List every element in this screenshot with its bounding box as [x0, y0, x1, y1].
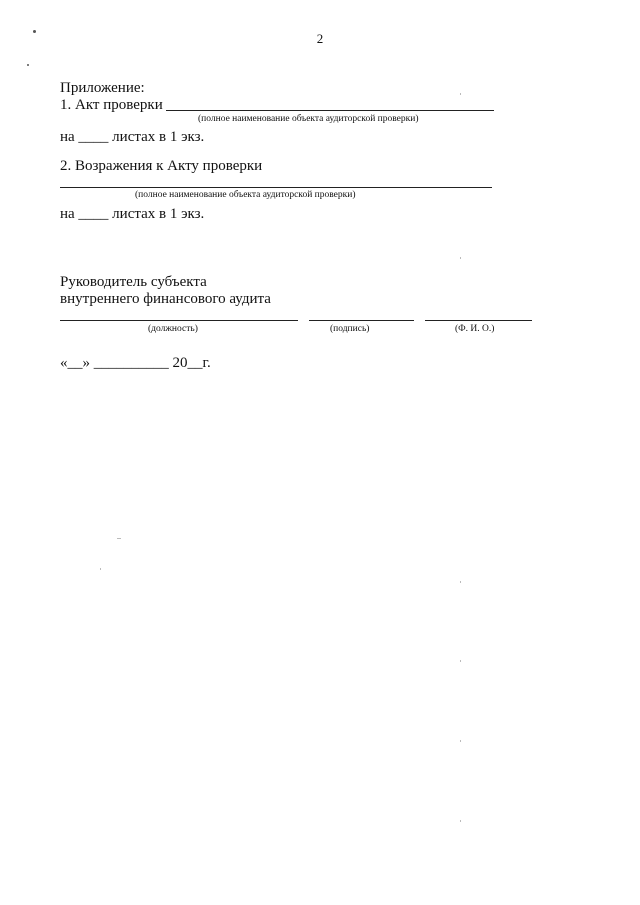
name-line	[425, 320, 532, 321]
scan-speck	[460, 93, 461, 95]
item-1-sheets: на ____ листах в 1 экз.	[60, 129, 205, 145]
appendix-item-1-label: 1. Акт проверки	[60, 97, 163, 113]
item-2-caption: (полное наименование объекта аудиторской проверки)	[135, 190, 356, 200]
scan-speck	[460, 820, 461, 822]
signature-title-line-2: внутреннего финансового аудита	[60, 291, 271, 307]
item-1-caption: (полное наименование объекта аудиторской проверки)	[198, 114, 419, 124]
position-line	[60, 320, 298, 321]
sign-caption: (подпись)	[330, 324, 370, 334]
signature-title-line-1: Руководитель субъекта	[60, 274, 207, 290]
scan-speck	[460, 581, 461, 583]
scan-speck	[460, 660, 461, 662]
scan-speck	[460, 740, 461, 742]
scan-speck	[100, 568, 101, 570]
item-2-sheets: на ____ листах в 1 экз.	[60, 206, 205, 222]
scan-speck	[27, 64, 29, 66]
item-2-fill-line	[60, 187, 492, 188]
page-number: 2	[316, 31, 324, 46]
position-caption: (должность)	[148, 324, 198, 334]
date-line: «__» __________ 20__г.	[60, 355, 211, 371]
name-caption: (Ф. И. О.)	[455, 324, 495, 334]
scan-speck	[117, 538, 121, 539]
sign-line	[309, 320, 414, 321]
scan-speck	[460, 257, 461, 259]
appendix-item-2-label: 2. Возражения к Акту проверки	[60, 158, 263, 174]
item-1-fill-line	[166, 110, 494, 111]
appendix-heading: Приложение:	[60, 80, 145, 96]
